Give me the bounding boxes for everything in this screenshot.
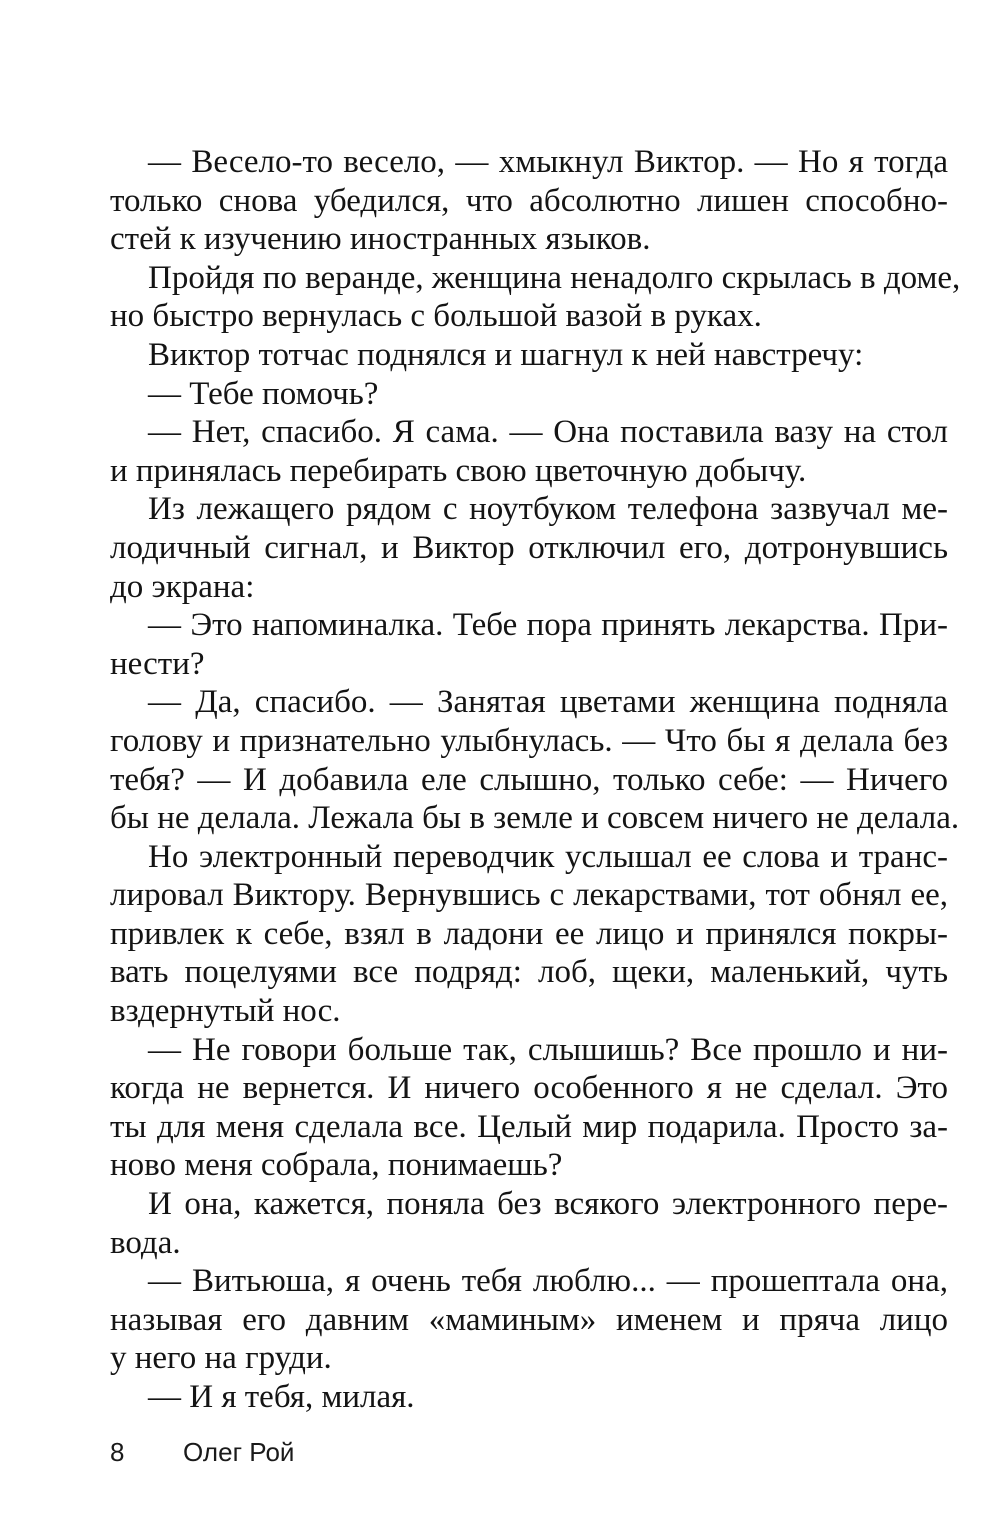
- text-line: у него на груди.: [110, 1340, 332, 1377]
- text-line: — Не говори больше так, слышишь? Все прошло и ни-: [148, 1031, 948, 1068]
- text-line: называя его давним «маминым» именем и пряча лицо: [110, 1301, 948, 1338]
- text-line: привлек к себе, взял в ладони ее лицо и принялся покры-: [110, 915, 948, 952]
- text-line: — И я тебя, милая.: [148, 1379, 415, 1415]
- text-line: голову и признательно улыбнулась. — Что бы я делала без: [110, 722, 948, 759]
- text-line: вать поцелуями все подряд: лоб, щеки, маленький, чуть: [110, 954, 948, 991]
- text-line: стей к изучению иностранных языков.: [110, 221, 651, 258]
- text-line: — Нет, спасибо. Я сама. — Она поставила вазу на стол: [148, 414, 948, 451]
- text-line: и принялась перебирать свою цветочную добычу.: [110, 452, 807, 489]
- text-line: лировал Виктору. Вернувшись с лекарствами, тот обнял ее,: [110, 877, 948, 914]
- text-line: Пройдя по веранде, женщина ненадолго скрылась в доме,: [148, 259, 961, 296]
- text-line: ново меня собрала, понимаешь?: [110, 1147, 563, 1184]
- page-number: 8: [110, 1437, 125, 1467]
- text-line: — Да, спасибо. — Занятая цветами женщина подняла: [148, 684, 948, 721]
- text-line: когда не вернется. И ничего особенного я не сделал. Это: [110, 1070, 948, 1107]
- text-line: — Тебе помочь?: [148, 375, 379, 412]
- text-line: — Весело-то весело, — хмыкнул Виктор. — Но я тогда: [148, 144, 948, 180]
- text-line: бы не делала. Лежала бы в земле и совсем ничего не делала.: [110, 800, 960, 837]
- text-line: лодичный сигнал, и Виктор отключил его, дотронувшись: [110, 529, 948, 566]
- text-line: до экрана:: [110, 568, 255, 605]
- text-line: вода.: [110, 1224, 181, 1261]
- text-line: — Витьюша, я очень тебя люблю... — прошептала она,: [148, 1263, 948, 1300]
- text-line: И она, кажется, поняла без всякого электронного пере-: [148, 1186, 948, 1223]
- text-line: тебя? — И добавила еле слышно, только себе: — Ничего: [110, 761, 948, 798]
- author-name: Олег Рой: [183, 1437, 295, 1467]
- body-text: [110, 143, 961, 1417]
- text-line: нести?: [110, 645, 205, 682]
- text-line: — Это напоминалка. Тебе пора принять лекарства. При-: [148, 607, 948, 644]
- text-line: вздернутый нос.: [110, 993, 341, 1030]
- text-line: Из лежащего рядом с ноутбуком телефона зазвучал ме-: [148, 491, 948, 528]
- text-line: ты для меня сделала все. Целый мир подарила. Просто за-: [110, 1108, 948, 1145]
- text-line: но быстро вернулась с большой вазой в руках.: [110, 298, 762, 335]
- text-line: Виктор тотчас поднялся и шагнул к ней навстречу:: [148, 336, 864, 373]
- text-line: только снова убедился, что абсолютно лишен способно-: [110, 182, 948, 219]
- text-line: Но электронный переводчик услышал ее слова и транс-: [148, 838, 948, 875]
